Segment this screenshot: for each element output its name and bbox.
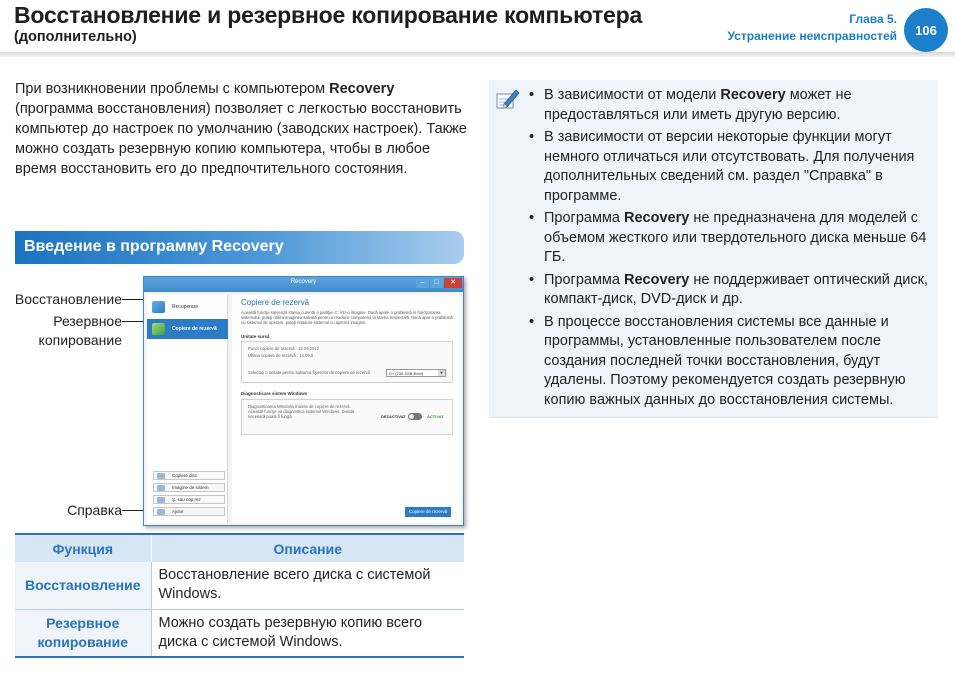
function-table bbox=[15, 533, 464, 658]
intro-text-1: При возникновении проблемы с компьютером bbox=[15, 81, 330, 97]
select-drive-text: Selectaţi o unitate pentru salvarea fişierelor de copiere de rezervă bbox=[248, 370, 370, 375]
sidebar-button-label: Ş. sau cop.rez bbox=[172, 497, 201, 502]
backup-icon bbox=[152, 323, 165, 335]
table-header-row bbox=[15, 534, 464, 562]
close-icon[interactable]: ✕ bbox=[444, 278, 462, 288]
chapter-number: Глава 5. bbox=[849, 12, 897, 26]
table-cell-description: Можно создать резервную копию всего диска с системой Windows. bbox=[151, 609, 464, 657]
list-item: • В процессе восстановления системы все данные и программы, установленные пользователем после создания последней точки восстановления, будут удалены. Поэтому рекомендуется создать резервную копию важных данных до восстановления системы. bbox=[527, 313, 931, 411]
chevron-down-icon: ▼ bbox=[439, 370, 444, 375]
table-cell-function: Восстановление bbox=[15, 562, 151, 609]
sidebar-item-label: Recuperare bbox=[172, 304, 199, 310]
minimize-icon[interactable]: – bbox=[416, 278, 429, 288]
sidebar-item-restore[interactable] bbox=[147, 297, 228, 317]
table-cell-description: Восстановление всего диска с системой Windows. bbox=[151, 562, 464, 609]
backup-point-text: Punct copiere de rezervă : 12.09.2012 bbox=[248, 346, 320, 351]
drive-select-value: D:\ (230.3GB liberi) bbox=[389, 371, 424, 376]
sidebar-item-label: Copiere de rezervă bbox=[172, 326, 217, 332]
pencil-note-icon bbox=[494, 87, 522, 113]
chapter-label bbox=[728, 11, 897, 45]
disc-icon bbox=[157, 473, 165, 479]
diagnostics-group-label: Diagnosticare sistem Windows bbox=[241, 391, 308, 396]
list-item: • В зависимости от версии некоторые функции могут немного отличаться или отсутствовать. Для получения дополнительных сведений см. раздел "Справка" в программе. bbox=[527, 128, 931, 206]
recovery-window-screenshot bbox=[143, 276, 464, 526]
header-divider bbox=[0, 52, 955, 57]
drive-select[interactable] bbox=[386, 369, 446, 377]
sidebar-button-label: Copiere disc bbox=[172, 473, 198, 478]
sidebar-button-label: Imagine de sistem bbox=[172, 485, 209, 490]
callout-help: Справка bbox=[67, 502, 122, 518]
restore-icon bbox=[152, 301, 165, 313]
diagnostics-toggle[interactable] bbox=[408, 413, 422, 420]
notes-box bbox=[489, 80, 938, 418]
help-icon bbox=[157, 509, 165, 515]
callout-backup bbox=[12, 312, 122, 350]
sidebar-button-help[interactable] bbox=[153, 507, 225, 516]
diagnostics-group-box bbox=[241, 399, 453, 435]
source-group-label: Unitate sursă bbox=[241, 334, 270, 339]
list-item: • Программа Recovery не поддерживает оптический диск, компакт-диск, DVD-диск и др. bbox=[527, 271, 931, 310]
window-sidebar bbox=[147, 295, 228, 523]
delete-icon bbox=[157, 497, 165, 503]
sidebar-button-disc-copy[interactable] bbox=[153, 471, 225, 480]
start-backup-button[interactable]: Copiere de rezervă bbox=[405, 507, 451, 517]
sidebar-item-backup[interactable] bbox=[147, 319, 228, 339]
page-subtitle: (дополнительно) bbox=[14, 29, 137, 45]
maximize-icon[interactable]: □ bbox=[430, 278, 443, 288]
intro-paragraph bbox=[15, 79, 467, 179]
table-header-description: Описание bbox=[151, 534, 464, 562]
list-item: • Программа Recovery не предназначена для моделей с объемом жесткого или твердотельного диска меньше 64 ГБ. bbox=[527, 209, 931, 268]
list-item: • В зависимости от модели Recovery может не предоставляться или иметь другую версию. bbox=[527, 86, 931, 125]
page-number-badge: 106 bbox=[904, 8, 948, 52]
last-backup-text: Ultima copiere de rezervă : 14.09.0 bbox=[248, 353, 314, 358]
table-row bbox=[15, 562, 464, 609]
page-title: Восстановление и резервное копирование компьютера bbox=[14, 2, 643, 28]
source-group-box bbox=[241, 341, 453, 383]
notes-list bbox=[527, 86, 931, 413]
sidebar-button-delete-backup[interactable] bbox=[153, 495, 225, 504]
chapter-title: Устранение неисправностей bbox=[727, 29, 897, 43]
image-icon bbox=[157, 485, 165, 491]
window-titlebar bbox=[144, 277, 463, 292]
diagnostics-text: Diagnosticarea Windows înainte de copiere de rezervă. Această funcţie va diagnostica sistemul Windows. Durata necesară poate fi lungă. bbox=[248, 404, 355, 419]
intro-text-2: (программа восстановления) позволяет с легкостью восстановить компьютер до настроек по умолчанию (заводских настроек). Также можно создать резервную копию компьютера, чтобы в любое время восстановить его до предпочтительного состояния. bbox=[15, 101, 467, 177]
window-main-panel bbox=[232, 295, 461, 523]
sidebar-button-label: Ajutor bbox=[172, 509, 184, 514]
callout-backup-line1: Резервное bbox=[53, 313, 122, 329]
callout-backup-line2: копирование bbox=[38, 332, 122, 348]
window-controls bbox=[416, 278, 462, 288]
toggle-on-label: ACTIVAT bbox=[427, 414, 444, 419]
toggle-off-label: DEZACTIVAT bbox=[381, 414, 406, 419]
table-cell-function: Резервное копирование bbox=[15, 609, 151, 657]
table-header-function: Функция bbox=[15, 534, 151, 562]
intro-bold: Recovery bbox=[329, 81, 395, 97]
sidebar-button-system-image[interactable] bbox=[153, 483, 225, 492]
section-header-bar bbox=[15, 231, 464, 264]
callout-restore: Восстановление bbox=[14, 291, 122, 307]
section-title: Введение в программу Recovery bbox=[24, 238, 284, 255]
toggle-knob bbox=[409, 414, 414, 419]
main-heading: Copiere de rezervă bbox=[241, 298, 310, 307]
window-title: Recovery bbox=[290, 279, 317, 285]
main-description: Această funcţie salvează starea curentă a partiţiei C: într-o imagine. Dacă apare o problemă în funcţionarea sistemului, puteţi utiliza imaginea salvată pentru a readuce computerul la starea respectivă. Dacă apar o problemă cu sistemul de operare, puteţi restaura sistemul cu ajutorul imaginii. bbox=[241, 310, 453, 326]
table-row bbox=[15, 609, 464, 657]
